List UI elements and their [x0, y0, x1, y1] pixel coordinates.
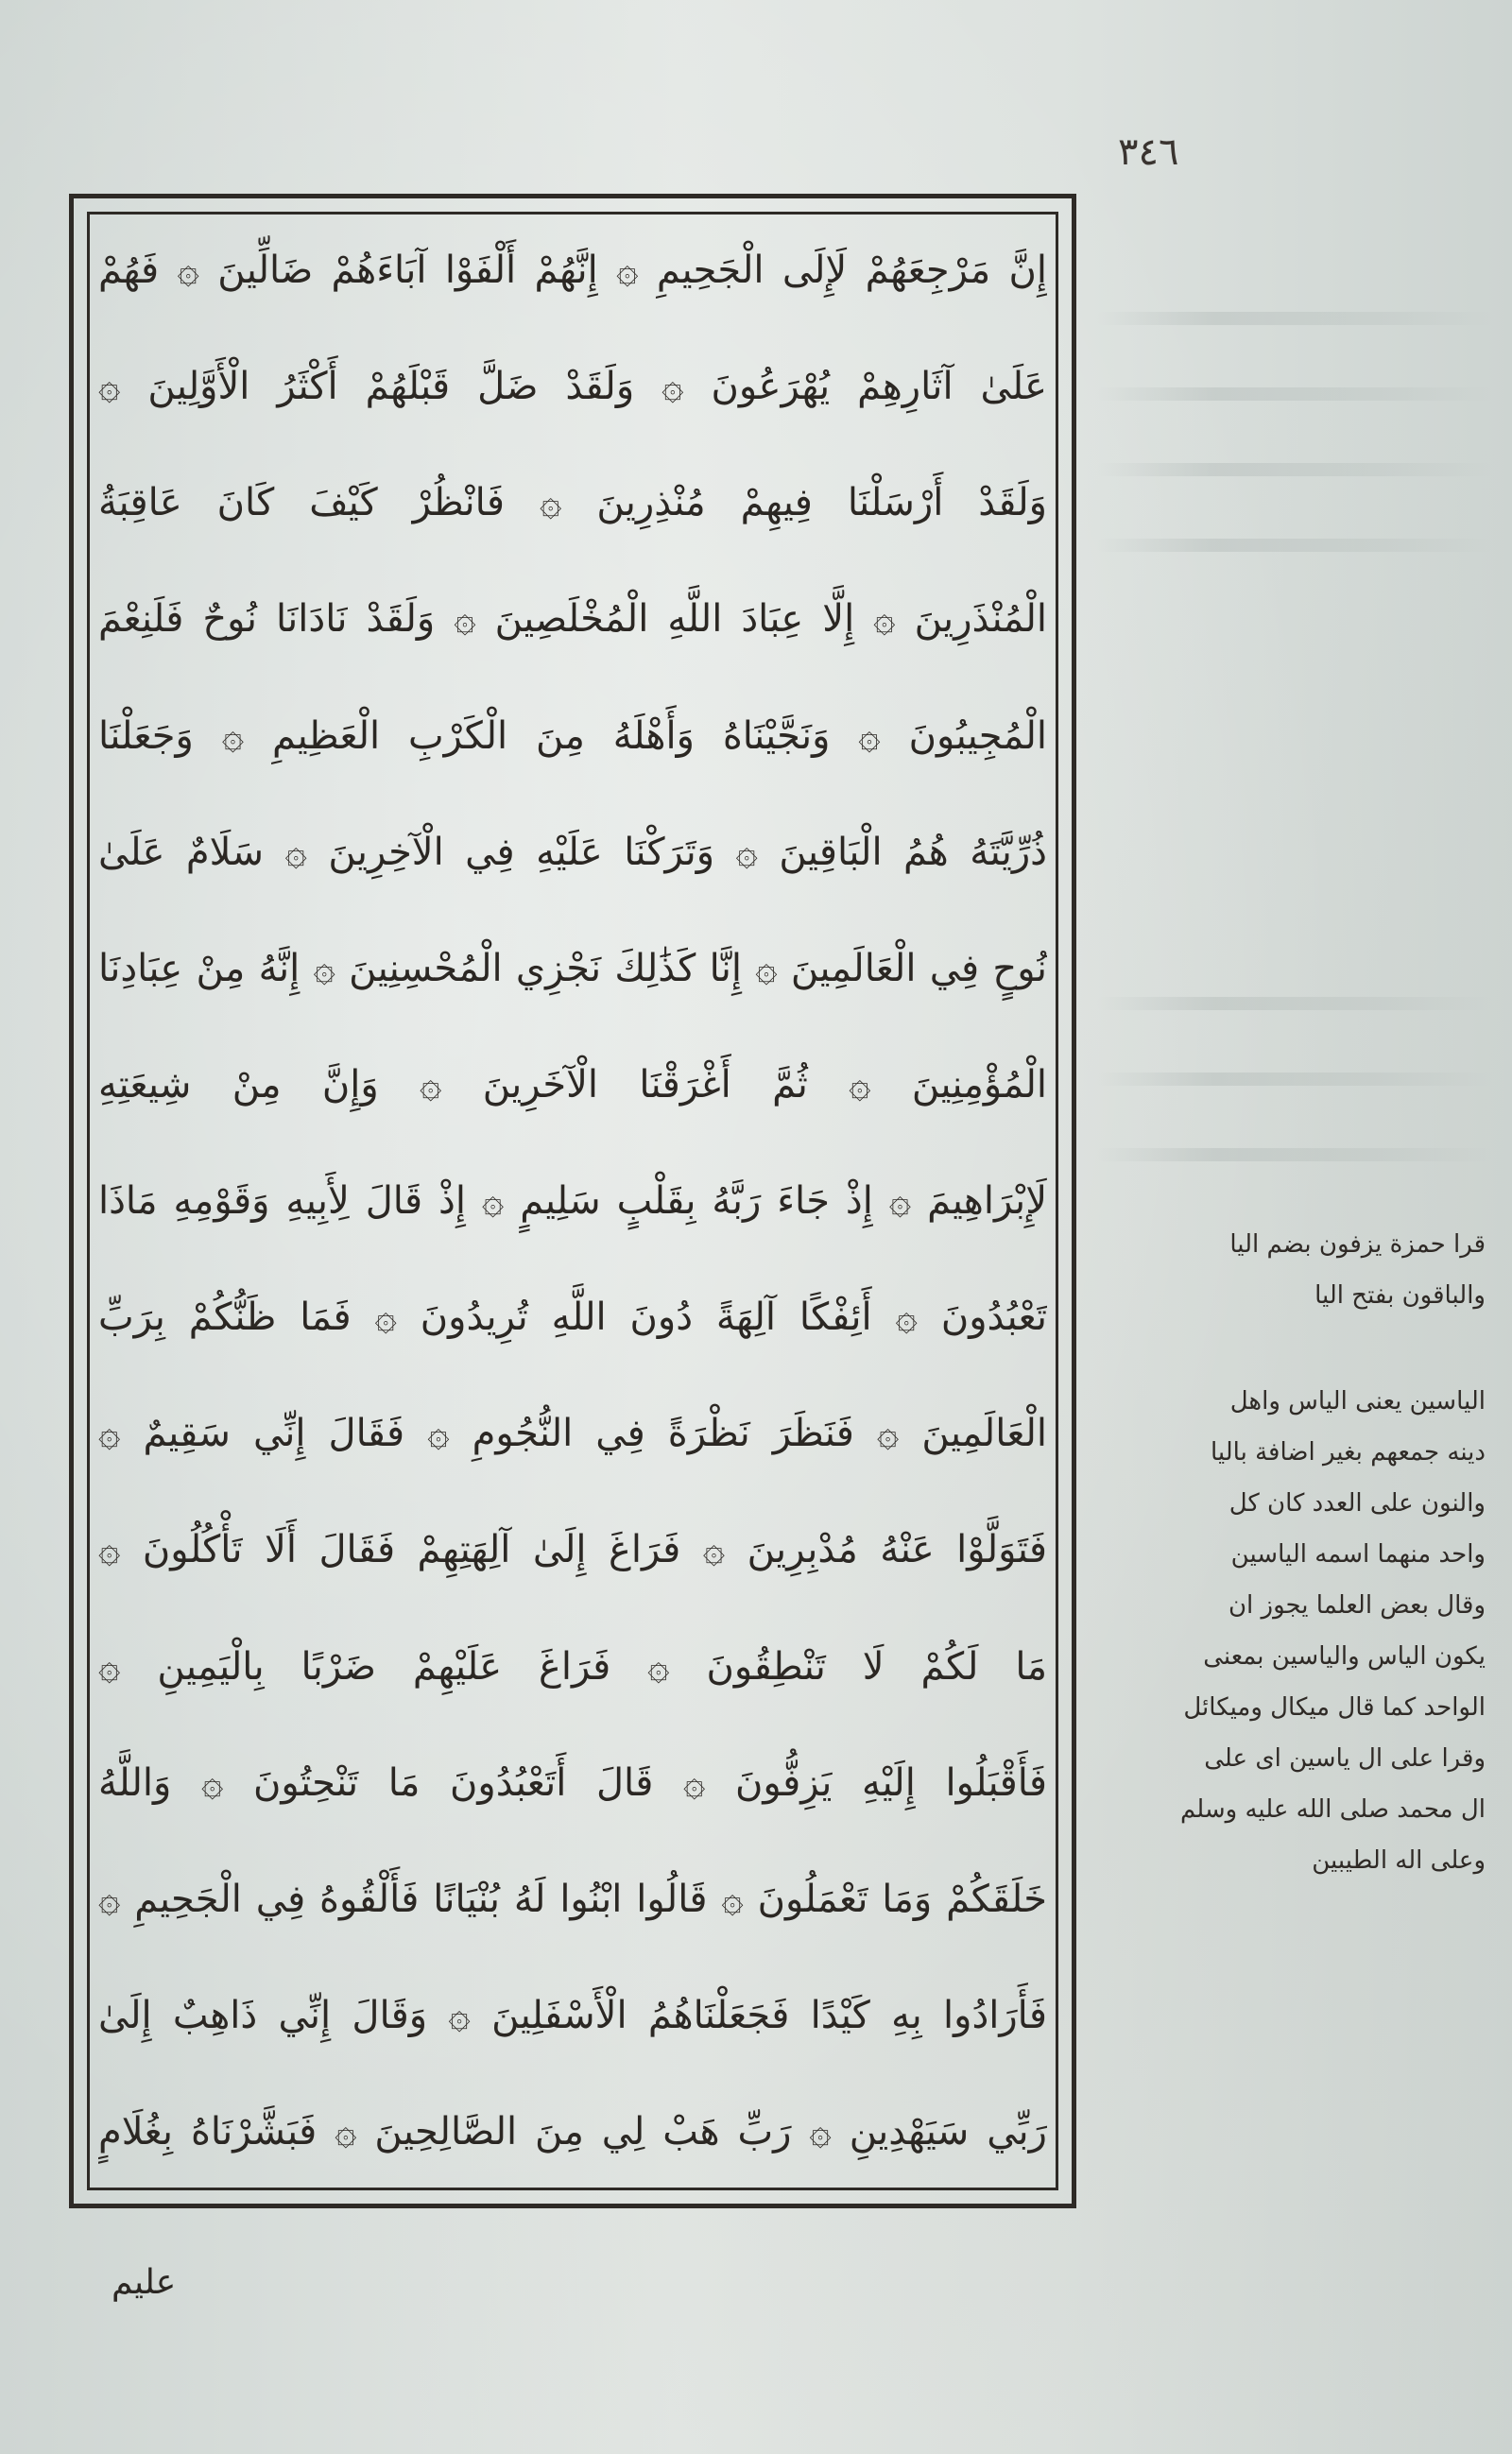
show-through-mark	[1096, 387, 1493, 401]
show-through-mark	[1096, 463, 1493, 476]
verse-line: ذُرِّيَّتَهُ هُمُ الْبَاقِينَ ۞ وَتَرَكْنَا عَلَيْهِ فِي الْآخِرِينَ ۞ سَلَامٌ عَلَىٰ	[98, 830, 1047, 874]
verse-line: فَأَرَادُوا بِهِ كَيْدًا فَجَعَلْنَاهُمُ الْأَسْفَلِينَ ۞ وَقَالَ إِنِّي ذَاهِبٌ إِلَىٰ	[98, 1993, 1047, 2037]
verse-line: تَعْبُدُونَ ۞ أَئِفْكًا آلِهَةً دُونَ اللَّهِ تُرِيدُونَ ۞ فَمَا ظَنُّكُمْ بِرَبِّ	[98, 1296, 1047, 1340]
note-line: قرا حمزة يزفون بضم اليا	[1229, 1230, 1486, 1259]
show-through-mark	[1096, 539, 1493, 552]
verse-line: فَتَوَلَّوْا عَنْهُ مُدْبِرِينَ ۞ فَرَاغَ إِلَىٰ آلِهَتِهِمْ فَقَالَ أَلَا تَأْكُلُونَ ۞	[98, 1528, 1047, 1572]
verse-line: الْمُؤْمِنِينَ ۞ ثُمَّ أَغْرَقْنَا الْآخَرِينَ ۞ وَإِنَّ مِنْ شِيعَتِهِ	[98, 1062, 1047, 1107]
verse-line: عَلَىٰ آثَارِهِمْ يُهْرَعُونَ ۞ وَلَقَدْ ضَلَّ قَبْلَهُمْ أَكْثَرُ الْأَوَّلِينَ ۞	[98, 365, 1047, 409]
show-through-mark	[1096, 312, 1493, 325]
note-line: وقال بعض العلما يجوز ان	[1228, 1591, 1486, 1620]
note-line: الواحد كما قال ميكال وميكائل	[1183, 1693, 1486, 1722]
note-line: وقرا على ال ياسين اى على	[1204, 1744, 1486, 1773]
main-text-block	[98, 217, 1047, 2185]
page-number: ٣٤٦	[1118, 130, 1179, 174]
verse-line: الْعَالَمِينَ ۞ فَنَظَرَ نَظْرَةً فِي النُّجُومِ ۞ فَقَالَ إِنِّي سَقِيمٌ ۞	[98, 1412, 1047, 1456]
catchword: عليم	[112, 2263, 177, 2302]
verse-line: الْمُنْذَرِينَ ۞ إِلَّا عِبَادَ اللَّهِ الْمُخْلَصِينَ ۞ وَلَقَدْ نَادَانَا نُوحٌ فَلَنِعْمَ	[98, 597, 1047, 642]
margin-note-commentary	[1103, 1376, 1486, 1886]
verse-line: الْمُجِيبُونَ ۞ وَنَجَّيْنَاهُ وَأَهْلَهُ مِنَ الْكَرْبِ الْعَظِيمِ ۞ وَجَعَلْنَا	[98, 713, 1047, 758]
note-line: واحد منهما اسمه الياسين	[1230, 1540, 1486, 1569]
note-line: والباقون بفتح اليا	[1314, 1281, 1486, 1310]
note-line: يكون الياس والياسين بمعنى	[1203, 1642, 1486, 1671]
margin-notes	[1103, 1219, 1486, 1941]
verse-line: إِنَّ مَرْجِعَهُمْ لَإِلَى الْجَحِيمِ ۞ إِنَّهُمْ أَلْفَوْا آبَاءَهُمْ ضَالِّينَ ۞ فَهُمْ	[98, 249, 1047, 292]
note-line: وعلى اله الطيبين	[1312, 1846, 1486, 1875]
note-line: والنون على العدد كان كل	[1228, 1489, 1486, 1518]
verse-line: نُوحٍ فِي الْعَالَمِينَ ۞ إِنَّا كَذَٰلِكَ نَجْزِي الْمُحْسِنِينَ ۞ إِنَّهُ مِنْ عِبَادِنَا	[98, 946, 1047, 990]
margin-note-reading	[1103, 1219, 1486, 1321]
text-frame	[69, 194, 1076, 2208]
verse-line: وَلَقَدْ أَرْسَلْنَا فِيهِمْ مُنْذِرِينَ ۞ فَانْظُرْ كَيْفَ كَانَ عَاقِبَةُ	[98, 481, 1047, 525]
verse-line: مَا لَكُمْ لَا تَنْطِقُونَ ۞ فَرَاغَ عَلَيْهِمْ ضَرْبًا بِالْيَمِينِ ۞	[98, 1644, 1047, 1689]
verse-line: فَأَقْبَلُوا إِلَيْهِ يَزِفُّونَ ۞ قَالَ أَتَعْبُدُونَ مَا تَنْحِتُونَ ۞ وَاللَّهُ	[98, 1760, 1047, 1805]
show-through-mark	[1096, 997, 1493, 1010]
verse-line: لَإِبْرَاهِيمَ ۞ إِذْ جَاءَ رَبَّهُ بِقَلْبٍ سَلِيمٍ ۞ إِذْ قَالَ لِأَبِيهِ وَقَوْمِهِ مَاذَا	[98, 1179, 1047, 1223]
note-line: دينه جمعهم بغير اضافة باليا	[1210, 1438, 1486, 1467]
verse-line: رَبِّي سَيَهْدِينِ ۞ رَبِّ هَبْ لِي مِنَ الصَّالِحِينَ ۞ فَبَشَّرْنَاهُ بِغُلَامٍ	[98, 2110, 1047, 2154]
show-through-mark	[1096, 1073, 1493, 1086]
show-through-mark	[1096, 1148, 1493, 1161]
verse-line: خَلَقَكُمْ وَمَا تَعْمَلُونَ ۞ قَالُوا ابْنُوا لَهُ بُنْيَانًا فَأَلْقُوهُ فِي الْجَحِيمِ ۞	[98, 1877, 1047, 1921]
note-line: الياسين يعنى الياس واهل	[1229, 1387, 1486, 1416]
note-line: ال محمد صلى الله عليه وسلم	[1179, 1795, 1486, 1824]
